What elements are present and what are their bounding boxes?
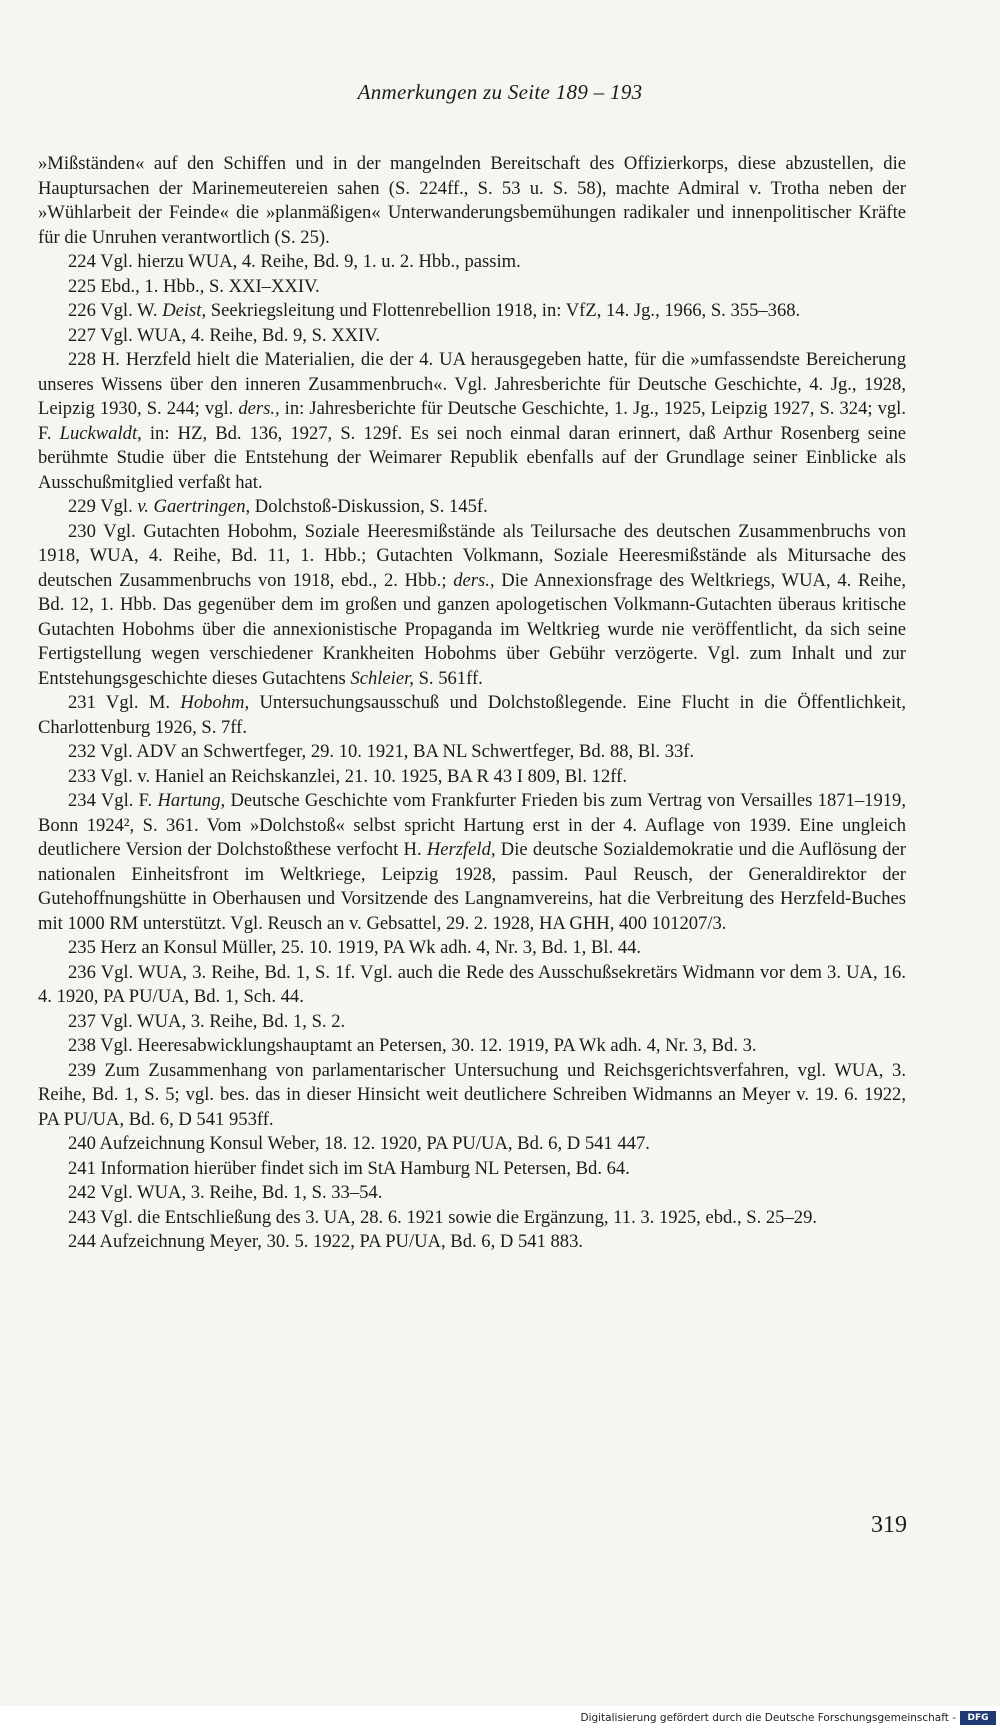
footnote-italic-text: Luckwaldt,	[59, 422, 142, 444]
footnote-text-segment: Deutsche Geschichte vom Frankfurter Frieden bis zum Vertrag von Versailles 1871–1919, Bonn 1924², S. 361. Vom »Dolchstoß« selbst spricht Hartung erst in der 4. Auflage von 1939. Eine ungleich deutlichere Version der Dolchstoßthese verfocht H.	[38, 790, 906, 860]
footnote-text-segment: 239 Zum Zusammenhang von parlamentarischer Untersuchung und Reichsgerichtsverfahren, vgl. WUA, 3. Reihe, Bd. 1, S. 5; vgl. bes. das in dieser Hinsicht weit deutlichere Schreiben Widmanns an Meyer v. 19. 6. 1922, PA PU/UA, Bd. 6, D 541 953ff.	[38, 1059, 906, 1130]
footnote-text-segment: 232 Vgl. ADV an Schwertfeger, 29. 10. 1921, BA NL Schwertfeger, Bd. 88, Bl. 33f.	[68, 741, 695, 762]
footnote-text-segment: S. 561ff.	[413, 667, 483, 689]
footnote-text-segment: Die Annexionsfrage des Weltkriegs, WUA, 4. Reihe, Bd. 12, 1. Hbb. Das gegenüber dem im großen und ganzen apologetischen Volkmann-Gutachten überaus kritische Gutachten Hobohms über die annexionistische Propaganda im Weltkrieg wurde nie veröffentlicht, da sich seine Fertigstellung wegen verschiedener Krankheiten Hobohms über Gebühr verzögerte. Vgl. zum Inhalt und zur Entstehungsgeschichte dieses Gutachtens	[38, 569, 907, 689]
footnote	[38, 1181, 906, 1206]
footnote	[38, 299, 906, 324]
digitization-credit: Digitalisierung gefördert durch die Deutsche Forschungsgemeinschaft -	[580, 1712, 956, 1724]
footnote	[38, 1010, 906, 1035]
page-number: 319	[871, 1512, 907, 1538]
footnote-text-segment: Die deutsche Sozialdemokratie und die Auflösung der nationalen Einheitsfront im Weltkriege, Leipzig 1928, passim. Paul Reusch, der Generaldirektor der Gutehoffnungshütte in Oberhausen und Vorsitzende des Langnamvereins, hat die Verbreitung des Herzfeld-Buches mit 1000 RM unterstützt. Vgl. Reusch an v. Gebsattel, 29. 2. 1928, HA GHH, 400 101207/3.	[38, 839, 907, 934]
footnote-text-segment: 233 Vgl. v. Haniel an Reichskanzlei, 21. 10. 1925, BA R 43 I 809, Bl. 12ff.	[68, 765, 627, 787]
footnote	[38, 520, 906, 692]
footnote-text-segment: 229 Vgl.	[68, 496, 138, 517]
footnote	[38, 324, 906, 349]
footnote-italic-text: ders.,	[453, 569, 495, 591]
footnote-text-segment: 237 Vgl. WUA, 3. Reihe, Bd. 1, S. 2.	[68, 1010, 346, 1032]
footnote-text-segment: 242 Vgl. WUA, 3. Reihe, Bd. 1, S. 33–54.	[68, 1182, 383, 1203]
footnote	[38, 765, 906, 790]
footnote-text-segment: 234 Vgl. F.	[68, 790, 158, 811]
footnote-text-segment: 243 Vgl. die Entschließung des 3. UA, 28. 6. 1921 sowie die Ergänzung, 11. 3. 1925, ebd., S. 25–29.	[68, 1206, 818, 1228]
footnote-italic-text: ders.,	[238, 398, 280, 419]
footnote	[38, 250, 906, 275]
footnote-italic-text: Schleier,	[350, 667, 414, 689]
footnote-list	[38, 250, 906, 1255]
intro-paragraph: »Mißständen« auf den Schiffen und in der mangelnden Bereitschaft des Offizierkorps, diese abzustellen, die Hauptursachen der Marinemeutereien sahen (S. 224ff., S. 53 u. S. 58), machte Admiral v. Trotha neben der »Wühlarbeit der Feinde« die »planmäßigen« Unterwanderungsbemühungen radikaler und innenpolitischer Kräfte für die Unruhen verantwortlich (S. 25).	[38, 153, 906, 248]
footnote-text-segment: Dolchstoß-Diskussion, S. 145f.	[250, 496, 488, 517]
footnote	[38, 936, 906, 961]
footnote-text-segment: Untersuchungsausschuß und Dolchstoßlegende. Eine Flucht in die Öffentlichkeit, Charlottenburg 1926, S. 7ff.	[38, 692, 906, 738]
footnote-text-segment: 226 Vgl. W.	[68, 300, 163, 321]
footnote-text-segment: 241 Information hierüber findet sich im StA Hamburg NL Petersen, Bd. 64.	[68, 1157, 630, 1179]
footnote	[38, 1157, 906, 1182]
footnote	[38, 1132, 906, 1157]
footnote	[38, 495, 906, 520]
footnote	[38, 1230, 906, 1255]
footnote-text-segment: in: Jahresberichte für Deutsche Geschichte, 1. Jg., 1925, Leipzig 1927, S. 324; vgl. F.	[38, 398, 906, 444]
footnote-text-segment: Seekriegsleitung und Flottenrebellion 1918, in: VfZ, 14. Jg., 1966, S. 355–368.	[206, 300, 801, 321]
footnote-italic-text: Deist,	[162, 300, 207, 321]
footnote-italic-text: Hobohm,	[180, 692, 250, 713]
footnote-italic-text: Herzfeld,	[426, 839, 496, 860]
footnote	[38, 691, 906, 740]
running-header: Anmerkungen zu Seite 189 – 193	[357, 80, 643, 104]
footnote-text-segment: 235 Herz an Konsul Müller, 25. 10. 1919, PA Wk adh. 4, Nr. 3, Bd. 1, Bl. 44.	[68, 937, 642, 958]
footnote-text-segment: 225 Ebd., 1. Hbb., S. XXI–XXIV.	[68, 275, 320, 297]
footnote-text-segment: 244 Aufzeichnung Meyer, 30. 5. 1922, PA PU/UA, Bd. 6, D 541 883.	[68, 1231, 584, 1252]
footnote-text-segment: 228 H. Herzfeld hielt die Materialien, die der 4. UA herausgegeben hatte, für die »umfassendste Bereicherung unseres Wissens über den inneren Zusammenbruch«. Vgl. Jahresberichte für Deutsche Geschichte, 4. Jg., 1928, Leipzig 1930, S. 244; vgl.	[38, 349, 906, 419]
footnote-text-segment: 230 Vgl. Gutachten Hobohm, Soziale Heeresmißstände als Teilursache des deutschen Zusammenbruchs von 1918, WUA, 4. Reihe, Bd. 11, 1. Hbb.; Gutachten Volkmann, Soziale Heeresmißstände als Mitursache des deutschen Zusammenbruchs von 1918, ebd., 2. Hbb.;	[38, 520, 906, 591]
footnote-text	[38, 152, 906, 1255]
footnote-text-segment: 224 Vgl. hierzu WUA, 4. Reihe, Bd. 9, 1. u. 2. Hbb., passim.	[68, 251, 521, 272]
footnote	[38, 1206, 906, 1231]
footnote	[38, 1034, 906, 1059]
dfg-logo: DFG	[960, 1711, 996, 1725]
footnote-text-segment: 240 Aufzeichnung Konsul Weber, 18. 12. 1920, PA PU/UA, Bd. 6, D 541 447.	[68, 1133, 650, 1154]
footnote	[38, 740, 906, 765]
footnote	[38, 1059, 906, 1133]
footnote	[38, 789, 906, 936]
footnote-text-segment: in: HZ, Bd. 136, 1927, S. 129f. Es sei noch einmal daran erinnert, daß Arthur Rosenberg seine berühmte Studie über die Entstehung der Weimarer Republik ebenfalls auf der Grundlage seiner Einblicke als Ausschußmitglied verfaßt hat.	[38, 422, 906, 493]
footnote-italic-text: v. Gaertringen,	[137, 496, 251, 517]
footnote-text-segment: 227 Vgl. WUA, 4. Reihe, Bd. 9, S. XXIV.	[68, 324, 380, 346]
footnote	[38, 275, 906, 300]
footnote	[38, 961, 906, 1010]
footnote-text-segment: 231 Vgl. M.	[68, 692, 181, 713]
footnote-italic-text: Hartung,	[157, 790, 226, 811]
footnote-text-segment: 238 Vgl. Heeresabwicklungshauptamt an Petersen, 30. 12. 1919, PA Wk adh. 4, Nr. 3, Bd. 3.	[68, 1035, 757, 1056]
footnote	[38, 348, 906, 495]
footnote-text-segment: 236 Vgl. WUA, 3. Reihe, Bd. 1, S. 1f. Vgl. auch die Rede des Ausschußsekretärs Widmann vor dem 3. UA, 16. 4. 1920, PA PU/UA, Bd. 1, Sch. 44.	[38, 961, 906, 1007]
